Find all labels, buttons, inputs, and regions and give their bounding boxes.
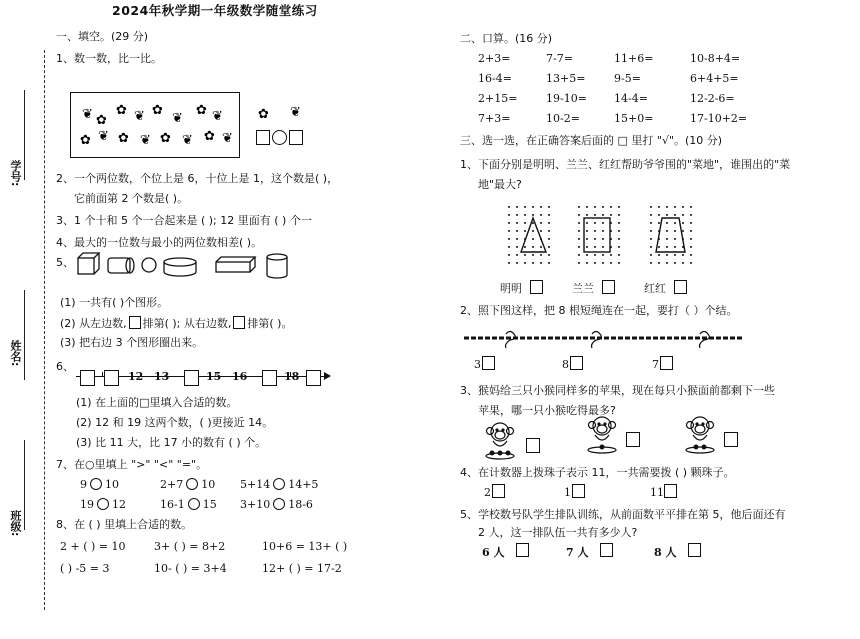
knot-icon [506, 332, 516, 349]
trapezoid-garden [656, 218, 685, 252]
compare-right: 15 [202, 498, 217, 511]
fill-blank-item: 10+6 = 13+ ( ) [262, 540, 348, 553]
question-2a: 2、一个两位数，个位上是 6，十位上是 1，这个数是( )， [56, 172, 339, 185]
number-line-label: 13 [154, 370, 170, 383]
bee-icon: ✿ [116, 103, 127, 118]
monkey-icon [480, 420, 520, 462]
answer-box[interactable] [572, 484, 585, 498]
option-label: 8 人 [654, 546, 677, 559]
oral-item: 17-10+2= [690, 112, 748, 125]
butterfly-icon: ❦ [212, 109, 223, 124]
question-6: 6、 [56, 360, 74, 373]
fill-blank-item: 2 + ( ) = 10 [60, 540, 126, 553]
number-line-label: 12 [128, 370, 144, 383]
butterfly-icon: ❦ [98, 129, 109, 144]
compare-right: 14+5 [288, 478, 319, 491]
question-5: 5、 [56, 256, 74, 269]
option-label: 11 [650, 486, 664, 499]
bee-icon: ✿ [258, 107, 269, 122]
oral-item: 14-4= [614, 92, 648, 105]
r-question-1b: 地"最大? [478, 178, 522, 191]
butterfly-icon: ❦ [82, 107, 93, 122]
answer-box[interactable] [674, 280, 687, 294]
triangle-garden [521, 218, 546, 252]
oral-item: 9-5= [614, 72, 641, 85]
option-label: 8 [562, 358, 569, 371]
answer-box[interactable] [724, 432, 738, 447]
oral-item: 11+6= [614, 52, 654, 65]
fill-blank-item: ( ) -5 = 3 [60, 562, 110, 575]
fill-blank-item: 12+ ( ) = 17-2 [262, 562, 342, 575]
rectangle-garden [584, 218, 610, 252]
bee-icon: ✿ [196, 103, 207, 118]
r-question-2: 2、照下图这样，把 8 根短绳连在一起，要打（ ）个结。 [460, 304, 738, 317]
r-question-5b: 2 人，这一排队伍一共有多少人? [478, 526, 638, 539]
r-question-3a: 3、猴妈给三只小猴同样多的苹果，现在每只小猴面前都剩下一些 [460, 384, 775, 397]
compare-right: 12 [112, 498, 126, 511]
section1-title: 一、填空。(29 分) [56, 30, 149, 43]
answer-box[interactable] [492, 484, 505, 498]
question-2b: 它前面第 2 个数是( )。 [74, 192, 189, 205]
class-label: 班级: [9, 510, 22, 537]
compare-left: 3+10 [240, 498, 271, 511]
oral-item: 6+4+5= [690, 72, 739, 85]
question-7: 7、在○里填上 ">" "<" "="。 [56, 458, 208, 471]
oral-item: 7+3= [478, 112, 511, 125]
bee-icon: ✿ [160, 131, 171, 146]
oral-item: 10-8+4= [690, 52, 741, 65]
oral-item: 12-2-6= [690, 92, 735, 105]
number-line-label: 18 [284, 370, 300, 383]
oral-item: 7-7= [546, 52, 573, 65]
option-label: 1 [564, 486, 571, 499]
butterfly-icon: ❦ [140, 133, 151, 148]
compare-left: 16-1 [160, 498, 185, 511]
answer-box[interactable] [516, 543, 529, 557]
r-question-5a: 5、学校数号队学生排队训练，从前面数平平排在第 5，他后面还有 [460, 508, 786, 521]
question-8: 8、在 ( ) 里填上合适的数。 [56, 518, 193, 531]
answer-box[interactable] [526, 438, 540, 453]
question-3: 3、1 个十和 5 个一合起来是 ( ); 12 里面有 ( ) 个一 [56, 214, 312, 227]
oral-item: 2+15= [478, 92, 518, 105]
butterfly-icon: ❦ [172, 111, 183, 126]
butterfly-icon: ❦ [182, 133, 193, 148]
compare-right: 10 [201, 478, 216, 491]
oral-item: 16-4= [478, 72, 512, 85]
question-6-2: (2) 12 和 19 这两个数，( )更接近 14。 [76, 416, 274, 429]
answer-box[interactable] [664, 484, 677, 498]
q5-2-part-a: (2) 从左边数, [60, 317, 127, 330]
option-label: 6 人 [482, 546, 505, 559]
section2-title: 二、口算。(16 分) [460, 32, 553, 45]
monkey-icon [582, 414, 622, 456]
answer-box[interactable] [530, 280, 543, 294]
butterfly-icon: ❦ [222, 131, 233, 146]
oral-item: 19-10= [546, 92, 587, 105]
number-line-label: 15 [206, 370, 222, 383]
fill-blank-item: 3+ ( ) = 8+2 [154, 540, 226, 553]
name-option: 兰兰 [572, 282, 594, 295]
bee-icon: ✿ [80, 133, 91, 148]
answer-box[interactable] [602, 280, 615, 294]
name-label: 姓名: [9, 340, 22, 367]
option-label: 2 [484, 486, 491, 499]
answer-box[interactable] [688, 543, 701, 557]
bee-icon: ✿ [96, 113, 107, 128]
bee-icon: ✿ [204, 129, 215, 144]
name-option: 红红 [644, 282, 666, 295]
section3-title: 三、选一选，在正确答案后面的 □ 里打 "√"。(10 分) [460, 134, 723, 147]
option-label: 3 [474, 358, 481, 371]
monkey-icon [680, 414, 720, 456]
answer-box[interactable] [482, 356, 495, 370]
compare-left: 2+7 [160, 478, 184, 491]
oral-item: 13+5= [546, 72, 586, 85]
compare-left: 19 [80, 498, 94, 511]
question-6-1: (1) 在上面的□里填入合适的数。 [76, 396, 238, 409]
rope-knots [462, 328, 748, 350]
compare-left: 5+14 [240, 478, 271, 491]
number-line-label: 16 [232, 370, 248, 383]
answer-box[interactable] [600, 543, 613, 557]
compare-left: 9 [80, 478, 87, 491]
option-label: 7 [652, 358, 659, 371]
option-label: 7 人 [566, 546, 589, 559]
oral-item: 2+3= [478, 52, 511, 65]
student-id-label: 学号: [9, 160, 22, 187]
oral-item: 10-2= [546, 112, 580, 125]
knot-icon [592, 332, 602, 349]
butterfly-icon: ❦ [290, 105, 301, 120]
compare-right: 18-6 [288, 498, 313, 511]
q5-2-part-c: 排第( )。 [247, 317, 293, 330]
compare-right: 10 [105, 478, 119, 491]
bee-icon: ✿ [118, 131, 129, 146]
r-question-4: 4、在计数器上拨珠子表示 11，一共需要拨 ( ) 颗珠子。 [460, 466, 735, 479]
knot-icon [700, 332, 710, 349]
answer-box[interactable] [660, 356, 673, 370]
q5-2-part-b: 排第( ); 从右边数, [142, 317, 232, 330]
r-question-3b: 苹果，哪一只小猴吃得最多? [478, 404, 616, 417]
question-1: 1、数一数，比一比。 [56, 52, 162, 65]
page-title: 2024年秋学期一年级数学随堂练习 [112, 3, 318, 18]
question-6-3: (3) 比 11 大，比 17 小的数有 ( ) 个。 [76, 436, 267, 449]
oral-item: 15+0= [614, 112, 654, 125]
answer-box[interactable] [626, 432, 640, 447]
fill-blank-item: 10- ( ) = 3+4 [154, 562, 227, 575]
r-question-1a: 1、下面分别是明明、兰兰、红红帮助爷爷围的"菜地"，谁围出的"菜 [460, 158, 791, 171]
answer-box[interactable] [570, 356, 583, 370]
bee-icon: ✿ [152, 103, 163, 118]
name-option: 明明 [500, 282, 522, 295]
question-5-3: (3) 把右边 3 个图形圈出来。 [60, 336, 204, 349]
question-4: 4、最大的一位数与最小的两位数相差( )。 [56, 236, 263, 249]
butterfly-icon: ❦ [134, 109, 145, 124]
question-5-1: (1) 一共有( )个图形。 [60, 296, 169, 309]
